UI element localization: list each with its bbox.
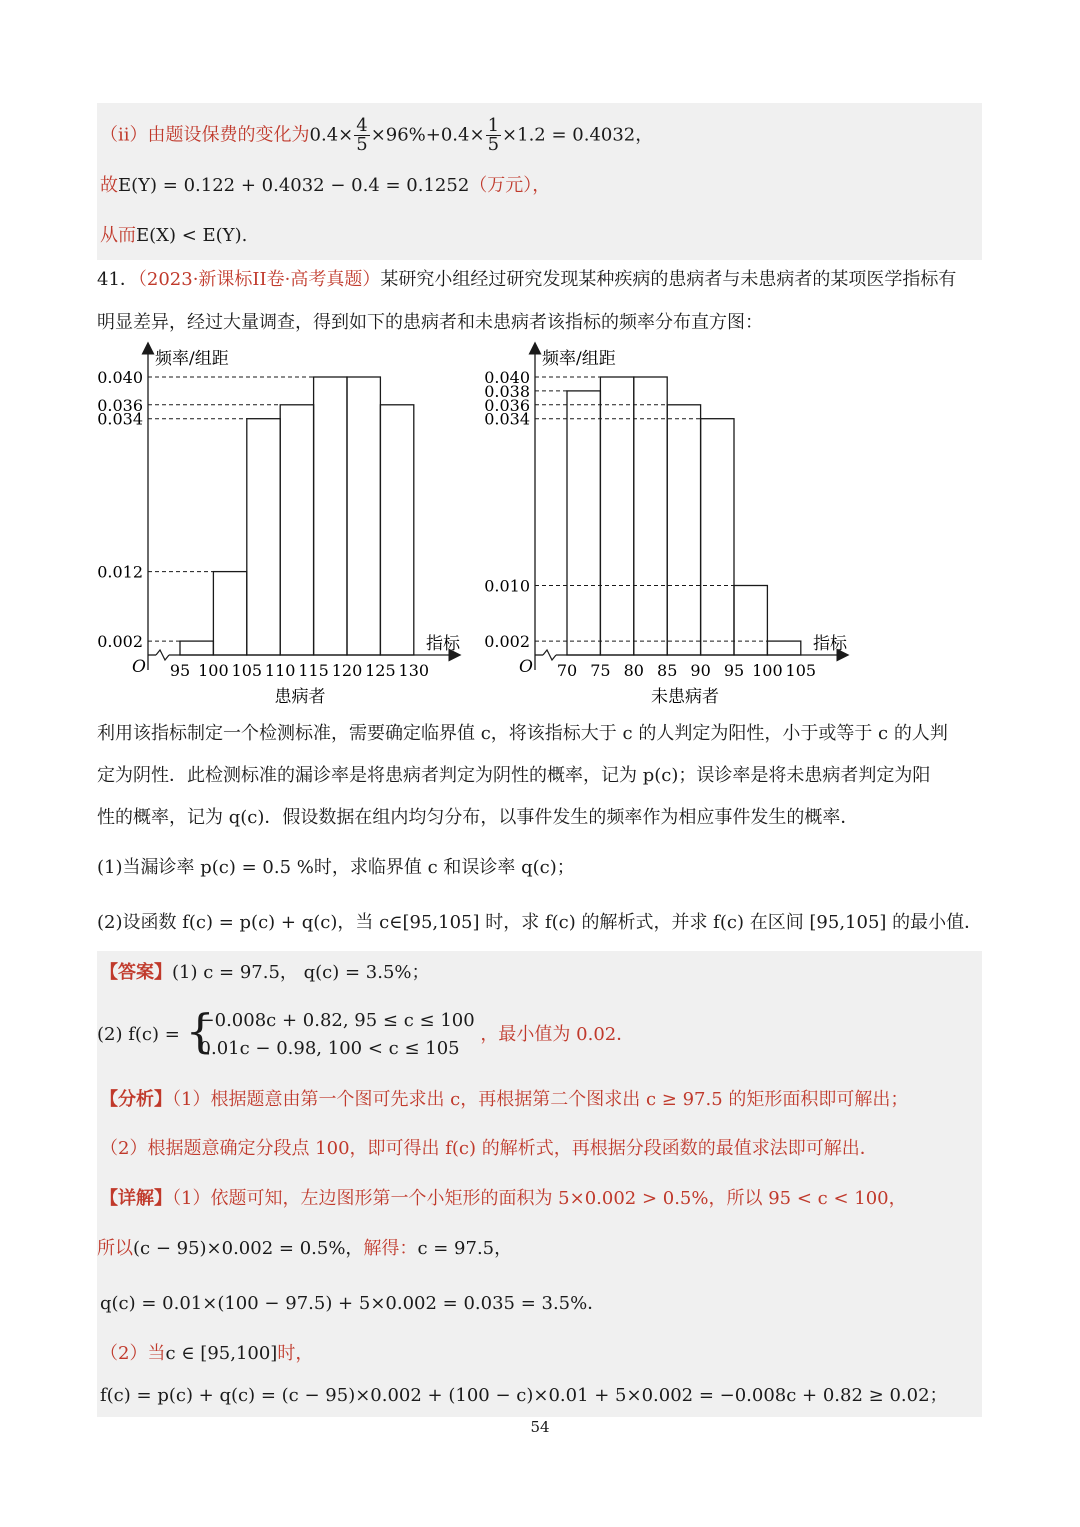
detail-4-suffix: 时， [277, 1343, 314, 1364]
x-tick-label: 120 [331, 661, 363, 680]
x-tick-label: 110 [264, 661, 296, 680]
histogram-bar [667, 405, 700, 655]
detail-2-formula: (c − 95)×0.002 = 0.5%， [133, 1238, 364, 1259]
answer-2-suffix: ，最小值为 0.02． [480, 1024, 635, 1045]
analysis-line1 [100, 1088, 908, 1112]
x-axis-label: 指标 [426, 634, 460, 654]
histogram-bar [380, 405, 413, 655]
answer-tag: 【答案】 [100, 962, 172, 983]
analysis-line2: （2）根据题意确定分段点 100，即可得出 f(c) 的解析式，再根据分段函数的最值求法即可解出． [100, 1138, 878, 1159]
y-tick-label: 0.040 [97, 368, 143, 387]
answer-1: (1) c = 97.5， q(c) = 3.5%； [172, 962, 430, 983]
prev-ey-prefix: 故 [100, 175, 118, 196]
histograms [0, 340, 1080, 715]
detail-line3: q(c) = 0.01×(100 − 97.5) + 5×0.002 = 0.035 = 3.5%． [100, 1293, 606, 1314]
histogram-bar [180, 641, 213, 655]
chart-caption: 未患病者 [651, 687, 719, 707]
histogram-bar [734, 586, 767, 656]
question-1: (1)当漏诊率 p(c) = 0.5 %时，求临界值 c 和误诊率 q(c)； [97, 857, 575, 878]
prev-ey-unit: （万元）， [469, 175, 551, 196]
histogram-bar [347, 377, 380, 655]
histogram-bar [567, 391, 600, 655]
x-tick-label: 125 [365, 661, 396, 680]
prev-ey-formula: E(Y) = 0.122 + 0.4032 − 0.4 = 0.1252 [118, 175, 470, 196]
x-tick-label: 105 [785, 661, 817, 680]
x-axis-label: 指标 [813, 634, 847, 654]
y-tick-label: 0.036 [484, 395, 530, 415]
prev-ii-part3: ×1.2 = 0.4032， [502, 124, 654, 146]
histogram-bar [247, 419, 280, 655]
problem-source: （2023·新课标II卷·高考真题） [137, 269, 381, 290]
problem-text-line3: 性的概率，记为 q(c)．假设数据在组内均匀分布，以事件发生的频率作为相应事件发生的概率． [97, 807, 859, 828]
detail-line2 [97, 1237, 512, 1261]
analysis-1: （1）根据题意由第一个图可先求出 c，再根据第二个图求出 c ≥ 97.5 的矩形面积即可解出； [172, 1089, 909, 1110]
histogram-bar [701, 419, 734, 655]
x-tick-label: 75 [590, 661, 611, 680]
problem-text-line2: 定为阴性．此检测标准的漏诊率是将患病者判定为阴性的概率，记为 p(c)；误诊率是将未患病者判定为阳 [97, 765, 931, 786]
prev-ii-frac2 [486, 117, 501, 154]
prev-ii-line [100, 117, 653, 154]
x-tick-label: 115 [298, 661, 329, 680]
chart-caption: 患病者 [274, 687, 326, 707]
detail-4-formula: c ∈ [95,100] [165, 1343, 278, 1364]
y-tick-label: 0.002 [484, 632, 530, 652]
y-tick-label: 0.040 [484, 368, 530, 387]
problem-number: 41． [97, 269, 138, 290]
origin-label: O [132, 657, 146, 677]
answer-line2 [97, 1005, 634, 1065]
x-tick-label: 80 [623, 661, 644, 680]
prev-ii-label: （ii）由题设保费的变化为 [100, 124, 310, 146]
histogram-non-patients [484, 348, 848, 707]
y-tick-label: 0.010 [484, 576, 530, 596]
x-tick-label: 100 [752, 661, 783, 680]
analysis-tag: 【分析】 [100, 1089, 172, 1110]
y-tick-label: 0.002 [97, 632, 143, 652]
y-tick-label: 0.012 [97, 562, 143, 582]
prev-ii-frac1 [354, 117, 369, 154]
x-tick-label: 90 [690, 661, 711, 680]
prev-ey-line [100, 174, 550, 198]
prev-ii-part1: 0.4× [309, 124, 354, 146]
y-tick-label: 0.034 [484, 409, 530, 429]
piecewise-case-1: −0.008c + 0.82, 95 ≤ c ≤ 100 [199, 1010, 475, 1031]
axis-break [543, 650, 556, 660]
x-tick-label: 70 [556, 661, 578, 680]
x-tick-label: 130 [398, 661, 430, 680]
detail-4-prefix: （2）当 [100, 1343, 166, 1364]
frac1-num: 4 [356, 115, 368, 136]
question-2: (2)设函数 f(c) = p(c) + q(c)，当 c∈[95,105] 时，求 f(c) 的解析式，并求 f(c) 在区间 [95,105] 的最小值． [97, 912, 983, 933]
prev-ii-part2: ×96%+0.4× [370, 124, 485, 146]
prev-cmp-formula: E(X) < E(Y). [136, 225, 248, 246]
problem-header-line [97, 268, 956, 292]
y-tick-label: 0.038 [484, 381, 530, 401]
detail-2-mid: 解得： [363, 1238, 418, 1259]
detail-line4 [100, 1342, 313, 1366]
problem-line1: 某研究小组经过研究发现某种疾病的患病者与未患病者的某项医学指标有 [380, 269, 957, 290]
x-tick-label: 85 [657, 661, 678, 680]
frac1-den: 5 [356, 134, 368, 155]
answer-2-prefix: (2) f(c) = [97, 1024, 180, 1045]
y-tick-label: 0.034 [97, 409, 143, 429]
axis-break [156, 650, 169, 660]
frac2-den: 5 [487, 134, 500, 155]
frac2-num: 1 [487, 115, 500, 136]
x-tick-label: 95 [723, 661, 745, 680]
detail-2-result: c = 97.5， [417, 1238, 513, 1259]
y-axis-label: 频率/组距 [155, 349, 229, 369]
origin-label: O [519, 657, 533, 677]
y-tick-label: 0.036 [97, 395, 143, 415]
page-number: 54 [530, 1418, 550, 1436]
problem-line2: 明显差异，经过大量调查，得到如下的患病者和未患病者该指标的频率分布直方图： [97, 312, 763, 333]
histogram-bar [767, 641, 800, 655]
brace-glyph: { [185, 1004, 215, 1058]
y-axis-label: 频率/组距 [542, 349, 616, 369]
x-tick-label: 100 [198, 661, 229, 680]
problem-text-line1: 利用该指标制定一个检测标准，需要确定临界值 c，将该指标大于 c 的人判定为阳性，小于或等于 c 的人判 [97, 723, 948, 744]
histogram-bar [314, 377, 347, 655]
detail-line1 [100, 1187, 907, 1211]
detail-2-prefix: 所以 [97, 1238, 133, 1259]
prev-cmp-prefix: 从而 [100, 225, 136, 246]
histogram-bar [280, 405, 313, 655]
piecewise-function [185, 1004, 475, 1063]
x-tick-label: 105 [231, 661, 263, 680]
prev-compare-line [100, 224, 247, 248]
piecewise-case-2: 0.01c − 0.98, 100 < c ≤ 105 [199, 1038, 460, 1059]
histogram-bar [213, 572, 246, 655]
detail-line5: f(c) = p(c) + q(c) = (c − 95)×0.002 + (100 − c)×0.01 + 5×0.002 = −0.008c + 0.82 ≥ 0.02； [100, 1385, 948, 1406]
answer-line1 [100, 961, 430, 985]
histogram-patients [97, 348, 461, 707]
detail-1: （1）依题可知，左边图形第一个小矩形的面积为 5×0.002 > 0.5%，所以 95 < c < 100， [172, 1188, 907, 1209]
detail-tag: 【详解】 [100, 1188, 172, 1209]
x-tick-label: 95 [169, 661, 191, 680]
